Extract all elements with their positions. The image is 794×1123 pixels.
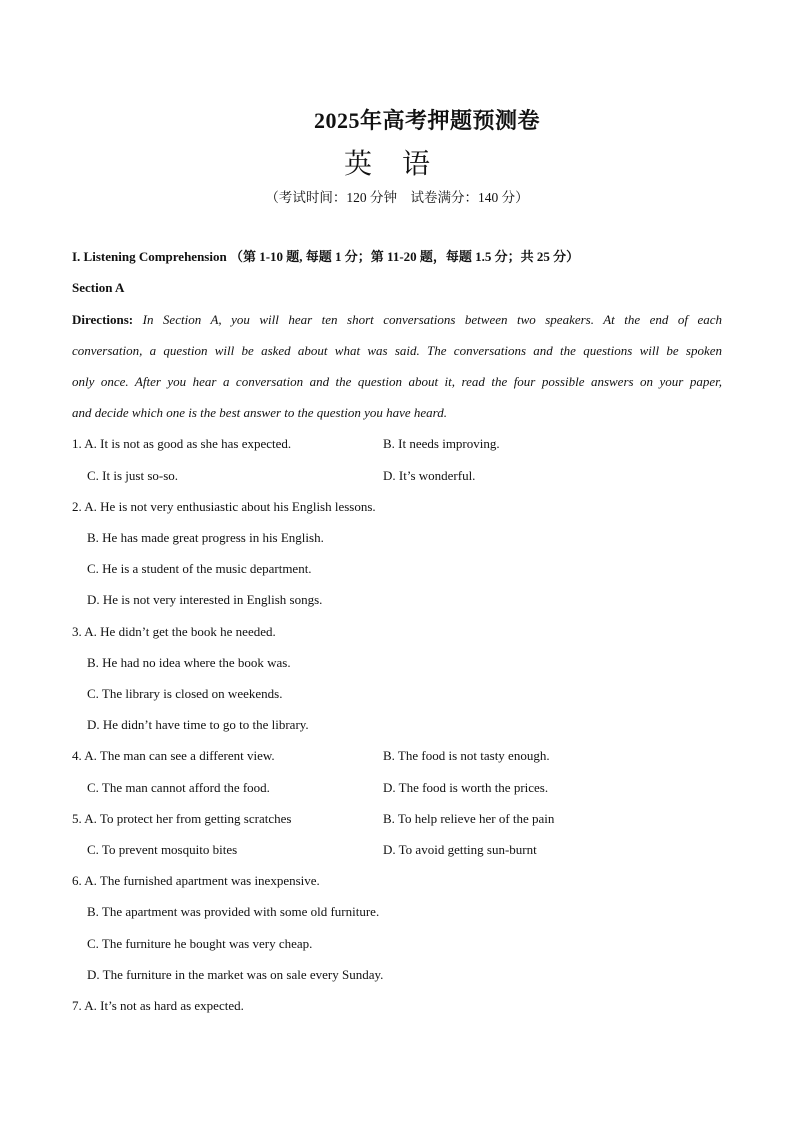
q5-option-c: C. To prevent mosquito bites [87, 842, 238, 857]
q6-option-d: D. The furniture in the market was on sale every Sunday. [87, 967, 384, 982]
directions-line-3: only once. After you hear a conversation and the question about it, read the four possible answers on your paper, [72, 374, 722, 389]
q1-option-c: C. It is just so-so. [87, 468, 179, 483]
q3-option-c: C. The library is closed on weekends. [87, 686, 283, 701]
directions-line-1 [72, 312, 722, 328]
q4-option-c: C. The man cannot afford the food. [87, 780, 270, 795]
part-heading-title: I. Listening Comprehension [72, 249, 227, 264]
part-heading [72, 249, 722, 265]
q5-option-a: 5. A. To protect her from getting scratches [72, 811, 292, 826]
exam-title: 2025年高考押题预测卷 [313, 108, 540, 133]
q6-option-b: B. The apartment was provided with some old furniture. [87, 904, 380, 919]
q2-option-c: C. He is a student of the music department. [87, 561, 312, 576]
subject-title: 英语 [343, 149, 460, 180]
q2-option-b: B. He has made great progress in his English. [87, 530, 324, 545]
q1-option-d: D. It’s wonderful. [383, 468, 476, 483]
directions-label: Directions: [72, 312, 134, 327]
q6-option-c: C. The furniture he bought was very cheap. [87, 936, 313, 951]
directions-text-1: In Section A, you will hear ten short conversations between two speakers. At the end of each [142, 312, 722, 327]
directions-line-4: and decide which one is the best answer to the question you have heard. [72, 405, 448, 420]
directions-line-2: conversation, a question will be asked about what was said. The conversations and the questions will be spoken [72, 343, 722, 358]
q4-option-a: 4. A. The man can see a different view. [72, 748, 275, 763]
q3-option-b: B. He had no idea where the book was. [87, 655, 291, 670]
q1-option-a: 1. A. It is not as good as she has expected. [72, 436, 292, 451]
q5-option-d: D. To avoid getting sun-burnt [383, 842, 537, 857]
q3-option-d: D. He didn’t have time to go to the library. [87, 717, 309, 732]
q1-option-b: B. It needs improving. [383, 436, 500, 451]
q4-option-b: B. The food is not tasty enough. [383, 748, 550, 763]
q5-option-b: B. To help relieve her of the pain [383, 811, 555, 826]
part-heading-note: （第 1-10 题, 每题 1 分；第 11-20 题，每题 1.5 分；共 25 分） [229, 249, 580, 264]
q2-option-d: D. He is not very interested in English songs. [87, 592, 323, 607]
q7-option-a: 7. A. It’s not as hard as expected. [72, 998, 244, 1013]
q4-option-d: D. The food is worth the prices. [383, 780, 549, 795]
exam-info: （考试时间：120 分钟 试卷满分：140 分） [265, 190, 529, 205]
q2-option-a: 2. A. He is not very enthusiastic about his English lessons. [72, 499, 376, 514]
q6-option-a: 6. A. The furnished apartment was inexpensive. [72, 873, 320, 888]
q3-option-a: 3. A. He didn’t get the book he needed. [72, 624, 276, 639]
section-heading: Section A [72, 280, 125, 295]
